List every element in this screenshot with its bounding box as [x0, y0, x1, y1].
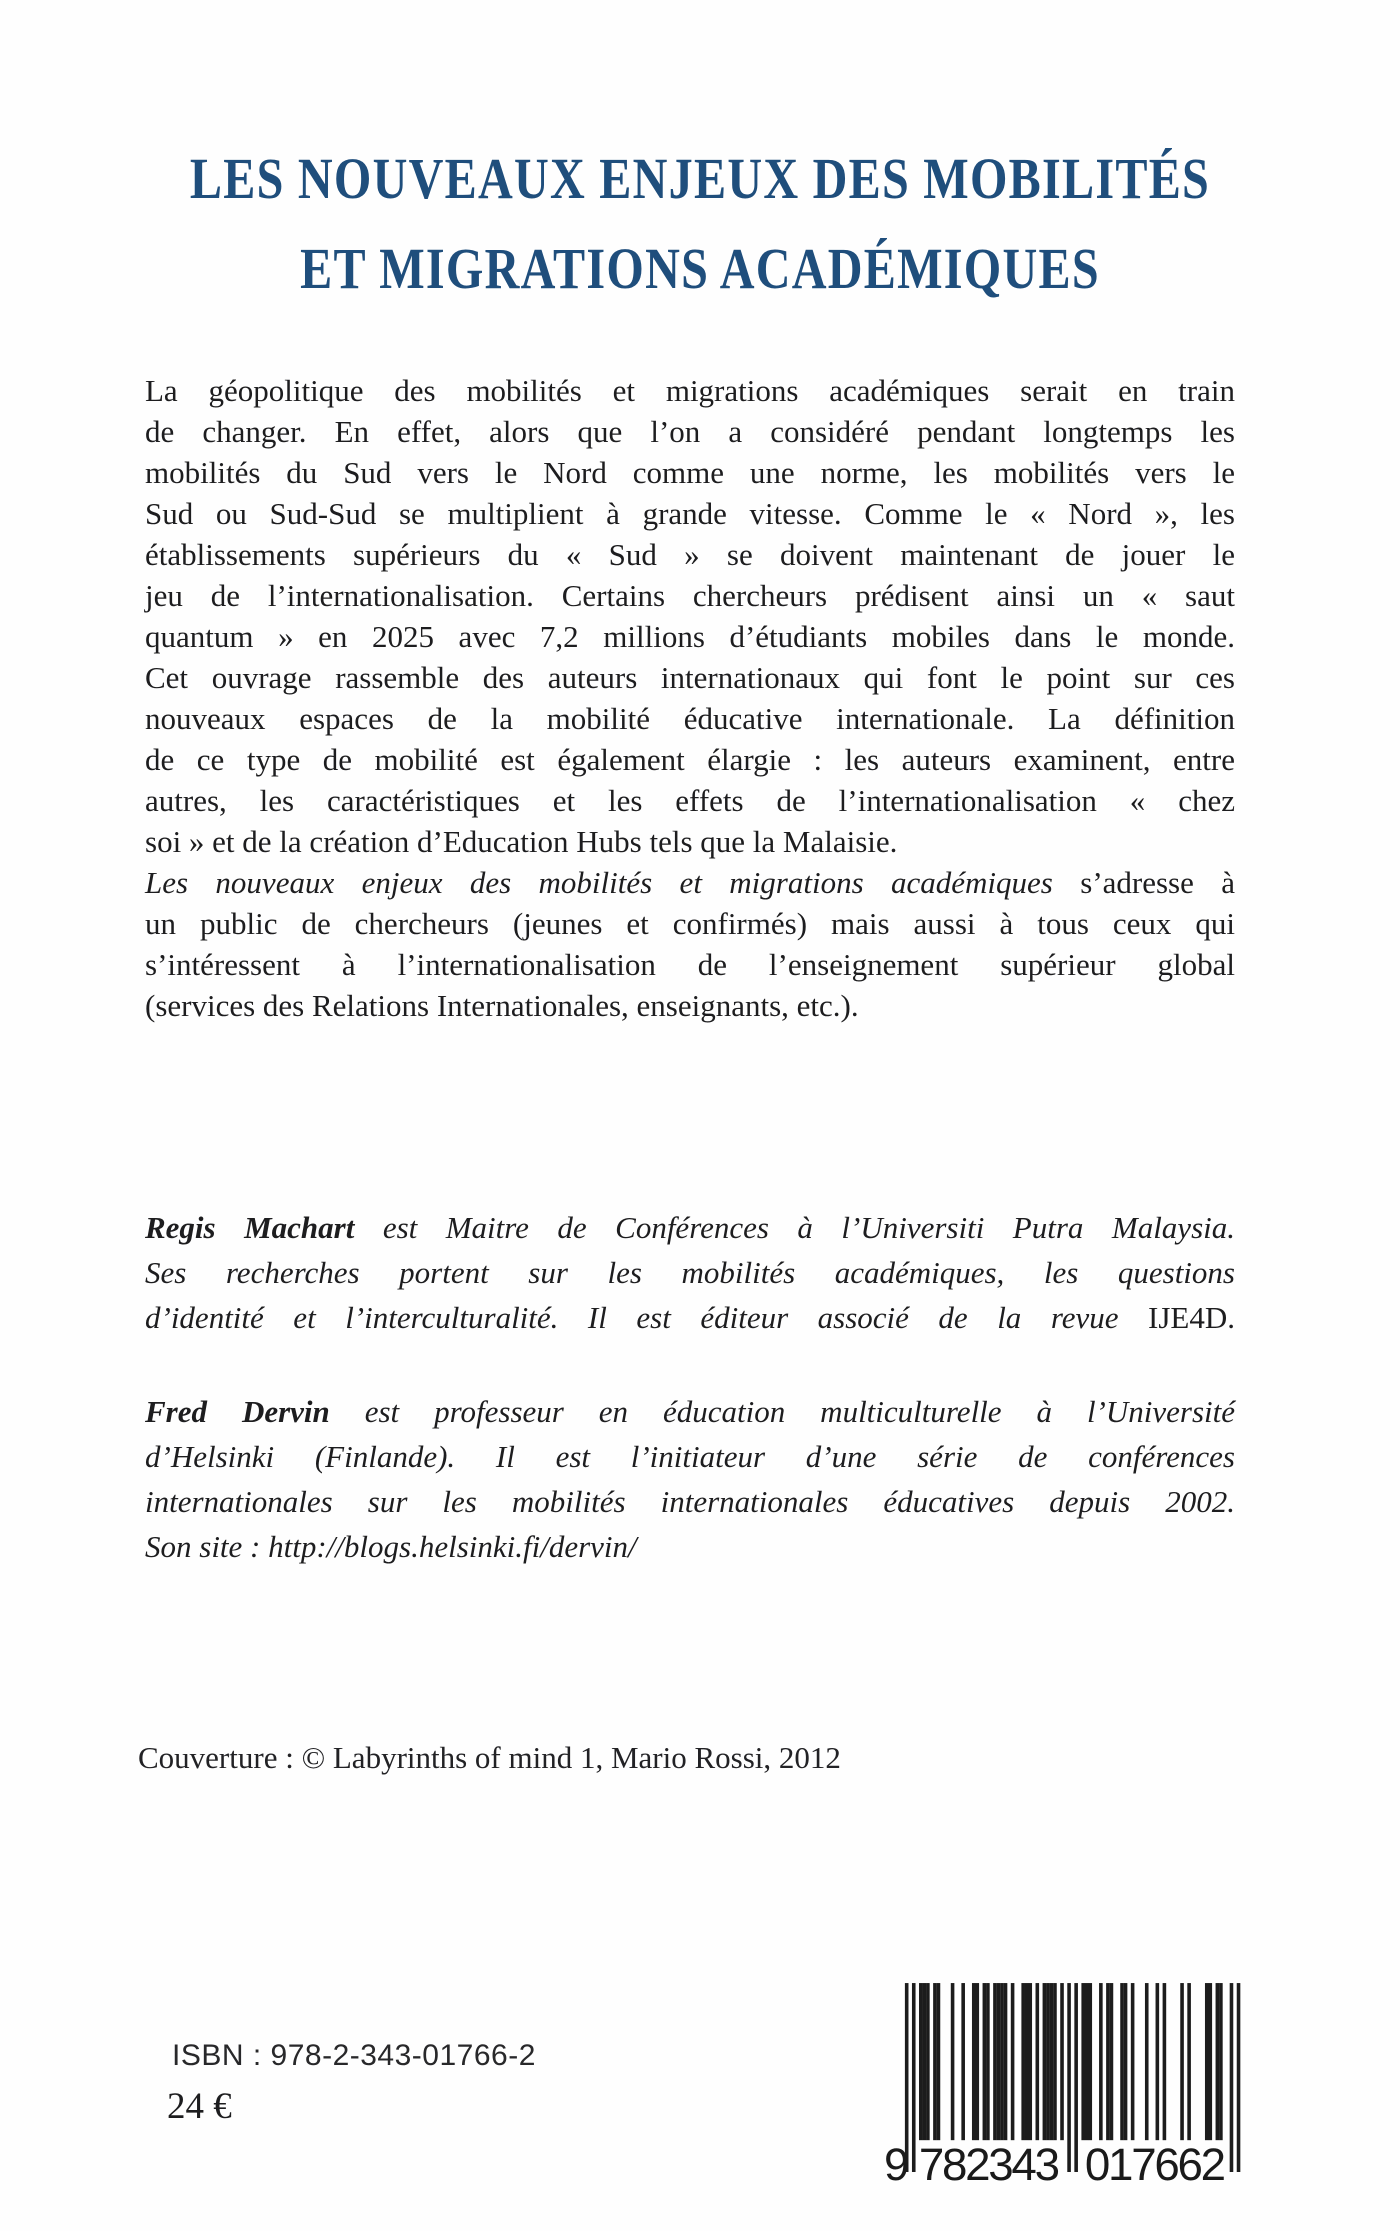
synopsis-line-with-italic-title	[145, 862, 1235, 903]
synopsis-line: quantum » en 2025 avec 7,2 millions d’étudiants mobiles dans le monde.	[145, 619, 1235, 654]
price: 24 €	[167, 2086, 232, 2127]
barcode-digit-lead: 9	[884, 2138, 910, 2190]
bio-line-rest: est Maitre de Conférences à l’Universiti Putra Malaysia.	[382, 1210, 1235, 1245]
synopsis-line: (services des Relations Internationales, enseignants, etc.).	[145, 988, 859, 1023]
book-title-line-1: LES NOUVEAUX ENJEUX DES MOBILITÉS	[189, 146, 1211, 211]
synopsis-line: établissements supérieurs du « Sud » se doivent maintenant de jouer le	[145, 537, 1235, 572]
bio-line	[145, 1389, 1235, 1434]
synopsis-line: de ce type de mobilité est également élargie : les auteurs examinent, entre	[145, 742, 1235, 777]
synopsis-line: jeu de l’internationalisation. Certains chercheurs prédisent ainsi un « saut	[145, 578, 1235, 613]
synopsis-line: s’intéressent à l’internationalisation de l’enseignement supérieur global	[145, 947, 1235, 982]
author-bio-machart	[145, 1205, 1235, 1340]
bio-line-rest: est professeur en éducation multiculturelle à l’Université	[364, 1394, 1236, 1429]
bio-line: d’Helsinki (Finlande). Il est l’initiateur d’une série de conférences	[145, 1439, 1235, 1474]
author-name-dervin: Fred Dervin	[145, 1394, 330, 1429]
synopsis-line: mobilités du Sud vers le Nord comme une norme, les mobilités vers le	[145, 455, 1235, 490]
synopsis-line: un public de chercheurs (jeunes et confirmés) mais aussi à tous ceux qui	[145, 906, 1235, 941]
bio-line	[145, 1205, 1235, 1250]
author-name-machart: Regis Machart	[145, 1210, 355, 1245]
synopsis-line: nouveaux espaces de la mobilité éducative internationale. La définition	[145, 701, 1235, 736]
synopsis-line: autres, les caractéristiques et les effets de l’internationalisation « chez	[145, 783, 1235, 818]
bio-line: internationales sur les mobilités internationales éducatives depuis 2002.	[145, 1484, 1235, 1519]
ean13-barcode	[884, 1983, 1244, 2190]
journal-name: IJE4D.	[1148, 1300, 1235, 1335]
bio-line-italic: d’identité et l’interculturalité. Il est éditeur associé de la revue	[145, 1300, 1119, 1335]
synopsis	[145, 370, 1235, 1026]
synopsis-line: soi » et de la création d’Education Hubs tels que la Malaisie.	[145, 824, 898, 859]
book-title-line-2: ET MIGRATIONS ACADÉMIQUES	[300, 236, 1100, 301]
author-bio-dervin	[145, 1389, 1235, 1569]
barcode-digit-group1: 782343	[918, 2138, 1061, 2190]
bio-line	[145, 1295, 1235, 1340]
synopsis-line: Cet ouvrage rassemble des auteurs internationaux qui font le point sur ces	[145, 660, 1235, 695]
barcode-digit-group2: 017662	[1084, 2138, 1227, 2190]
synopsis-line: de changer. En effet, alors que l’on a considéré pendant longtemps les	[145, 414, 1235, 449]
synopsis-line: Sud ou Sud-Sud se multiplient à grande vitesse. Comme le « Nord », les	[145, 496, 1235, 531]
book-title-italic-mention: Les nouveaux enjeux des mobilités et migrations académiques	[145, 865, 1053, 900]
synopsis-line: La géopolitique des mobilités et migrations académiques serait en train	[145, 373, 1235, 408]
synopsis-line-rest: s’adresse à	[1080, 865, 1235, 900]
cover-credit: Couverture : © Labyrinths of mind 1, Mario Rossi, 2012	[138, 1740, 841, 1775]
author-website: Son site : http://blogs.helsinki.fi/dervin/	[145, 1529, 637, 1564]
bio-line: Ses recherches portent sur les mobilités académiques, les questions	[145, 1255, 1235, 1290]
isbn-number: ISBN : 978-2-343-01766-2	[172, 2039, 536, 2072]
